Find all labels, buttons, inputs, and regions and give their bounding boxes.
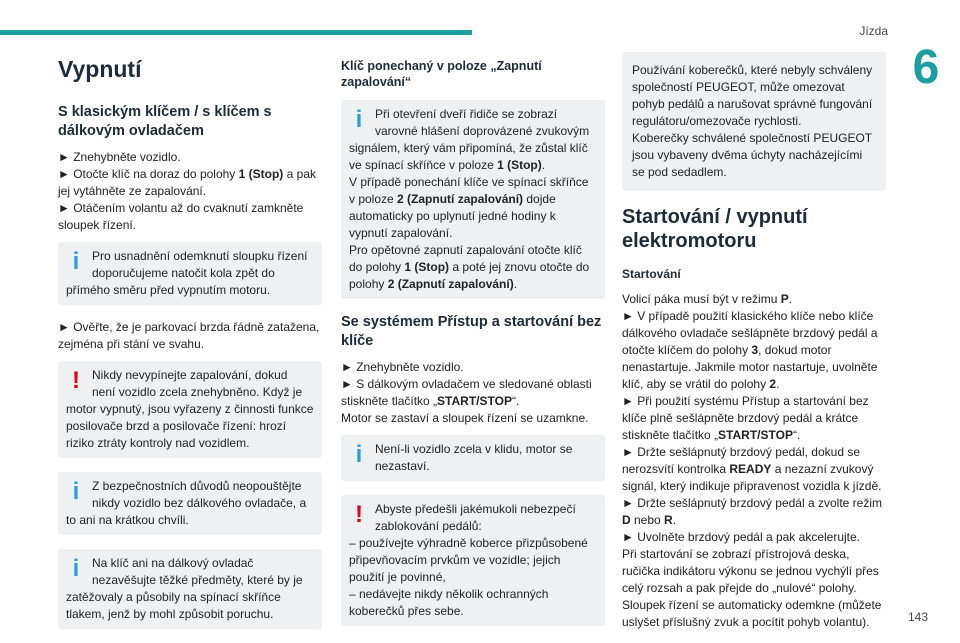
info-icon: i: [72, 478, 80, 505]
page-number: 143: [907, 610, 928, 624]
subheading-keyless: Se systémem Přístup a startování bez klíče: [341, 314, 602, 349]
column-1: [58, 50, 322, 643]
section-title: Jízda: [859, 24, 888, 38]
paragraph: ► Znehybněte vozidlo. ► Otočte klíč na doraz do polohy 1 (Stop) a pak jej vytáhněte ze zapalování. ► Otáčením volantu až do cvaknutí zamkněte sloupek řízení.: [58, 150, 317, 232]
paragraph: ► Ověřte, že je parkovací brzda řádně zatažena, zejména při stání ve svahu.: [58, 320, 320, 351]
note-box: Používání koberečků, které nebyly schváleny společností PEUGEOT, může omezovat pohyb pedálů a narušovat správné fungování regulátoru/omezovače rychlosti. Koberečky schválené společností PEUGEOT jsou vybaveny dvěma úchyty nacházejícími se pod sedadlem.: [622, 52, 886, 191]
column-3: [622, 52, 886, 631]
info-box: i Pro usnadnění odemknutí sloupku řízení doporučujeme natočit kola zpět do přímého směru před vypnutím motoru.: [58, 242, 322, 305]
column-2: [341, 58, 605, 640]
warning-icon: !: [355, 501, 363, 528]
paragraph: ► Znehybněte vozidlo. ► S dálkovým ovladačem ve sledované oblasti stiskněte tlačítko „START/STOP“. Motor se zastaví a sloupek řízení se uzamkne.: [341, 360, 592, 425]
info-box: i Na klíč ani na dálkový ovladač nezavěšujte těžké předměty, které by je zatěžovaly a působily na spínací skříňce tlakem, jenž by mohl způsobit poruchu.: [58, 549, 322, 629]
info-box: i Není-li vozidlo zcela v klidu, motor se nezastaví.: [341, 435, 605, 481]
info-icon: i: [72, 555, 80, 582]
warning-box: ! Abyste předešli jakémukoli nebezpečí zablokování pedálů: – používejte výhradně koberce přizpůsobené připevňovacím prvkům ve vozidle; jejich použití je povinné, – nedávejte nikdy několik ochranných koberečků přes sebe.: [341, 495, 605, 626]
info-icon: i: [355, 106, 363, 133]
paragraph: Volicí páka musí být v režimu P. ► V případě použití klasického klíče nebo klíče dálkového ovladače sešlápněte brzdový pedál a otočte klíčem do polohy 3, dokud motor nenastartuje. Jakmile motor nastartuje, uvolněte klíč, aby se vrátil do polohy 2. ► Při použití systému Přístup a startování bez klíče plně sešlápněte brzdový pedál a krátce stiskněte tlačítko „START/STOP“. ► Držte sešlápnutý brzdový pedál, dokud se nerozsvítí kontrolka READY a nezazní zvukový signál, který indikuje připravenost vozidla k jízdě. ► Držte sešlápnutý brzdový pedál a zvolte režim D nebo R. ► Uvolněte brzdový pedál a pak akcelerujte. Při startování se zobrazí přístrojová deska, ručička indikátoru výkonu se jednou vychýlí přes celý rozsah a pak přejde do „nulové“ polohy. Sloupek řízení se automaticky odemkne (můžete uslyšet příslušný zvuk a pocítit pohyb volantu).: [622, 292, 882, 629]
warning-icon: !: [72, 367, 80, 394]
warning-box: ! Nikdy nevypínejte zapalování, dokud není vozidlo zcela znehybněno. Když je motor vypnutý, jsou vyřazeny z činnosti funkce posilovače brzd a posilovače řízení: hrozí riziko ztráty kontroly nad vozidlem.: [58, 361, 322, 458]
info-box: i Z bezpečnostních důvodů neopouštějte nikdy vozidlo bez dálkového ovladače, a to ani na krátkou chvíli.: [58, 472, 322, 535]
subheading-classic-key: S klasickým klíčem / s klíčem s dálkovým ovladačem: [58, 104, 272, 139]
header-accent-bar: [0, 30, 472, 35]
heading-vypnuti: Vypnutí: [58, 56, 142, 82]
subheading-key-left-on: Klíč ponechaný v poloze „Zapnutí zapalování“: [341, 59, 542, 89]
chapter-number: 6: [912, 41, 940, 94]
info-box: i Při otevření dveří řidiče se zobrazí varovné hlášení doprovázené zvukovým signálem, který vám připomíná, že zůstal klíč ve spínací skříňce v poloze 1 (Stop). V případě ponechání klíče ve spínací skříňce v poloze 2 (Zapnutí zapalování) dojde automaticky po uplynutí jedné hodiny k vypnutí zapalování. Pro opětovné zapnutí zapalování otočte klíč do polohy 1 (Stop) a poté jej znovu otočte do polohy 2 (Zapnutí zapalování).: [341, 100, 605, 299]
info-icon: i: [355, 441, 363, 468]
subheading-startovani: Startování: [622, 267, 681, 281]
heading-start-stop: Startování / vypnutí elektromotoru: [622, 206, 808, 252]
info-icon: i: [72, 248, 80, 275]
